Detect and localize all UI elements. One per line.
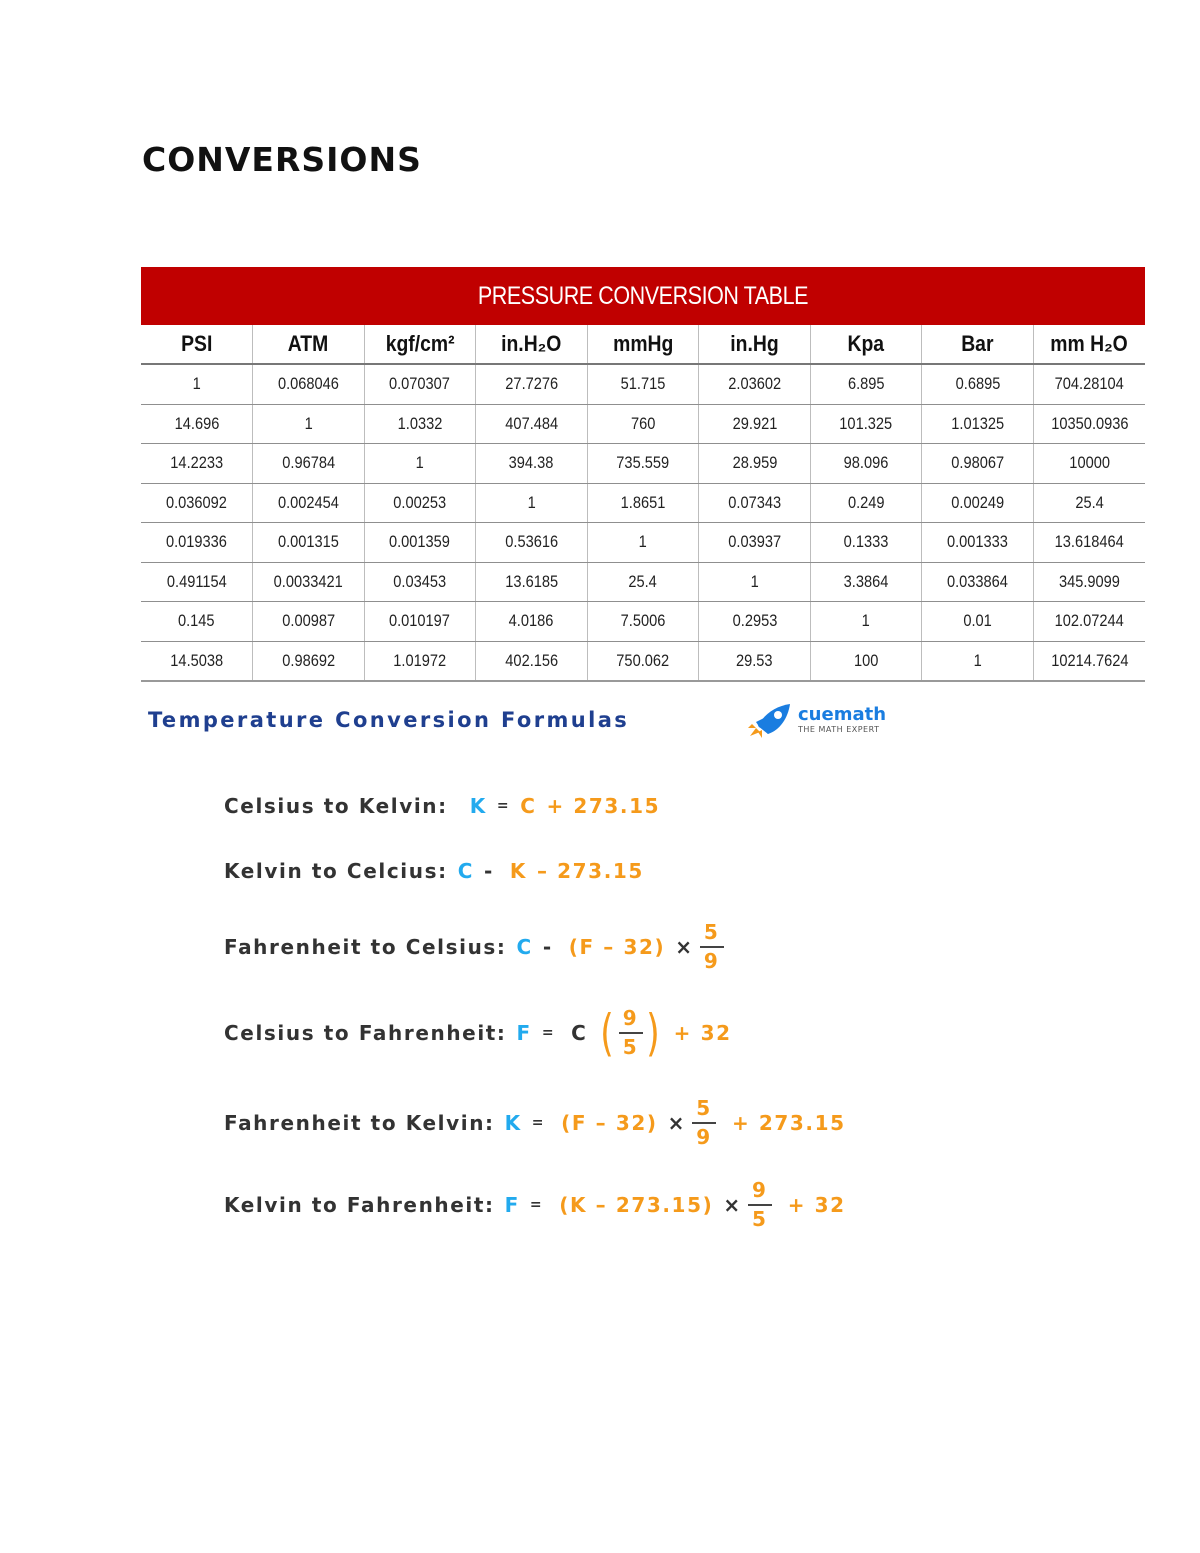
table-cell: 14.2233 [141, 444, 253, 484]
formula-lhs: C [516, 935, 533, 959]
table-row [141, 523, 1145, 563]
formula-equals: = [531, 1115, 546, 1131]
table-cell: 0.03937 [699, 523, 811, 563]
formula-expression: (F – 32) [561, 1111, 658, 1135]
formula-variable: C [571, 1021, 588, 1045]
table-title: PRESSURE CONVERSION TABLE [477, 281, 809, 310]
table-cell: 102.07244 [1033, 602, 1145, 642]
fraction-bar [692, 1122, 716, 1124]
table-cell: 407.484 [476, 404, 588, 444]
table-cell: 13.618464 [1033, 523, 1145, 563]
table-row [141, 641, 1145, 681]
pressure-table [141, 325, 1145, 682]
table-cell: 1.01325 [922, 404, 1034, 444]
col-header-kpa: Kpa [810, 325, 922, 364]
col-header-kgf-cm2: kgf/cm² [364, 325, 476, 364]
formula-times: × [675, 935, 694, 959]
table-cell: 402.156 [476, 641, 588, 681]
formula-label: Fahrenheit to Kelvin: [224, 1111, 495, 1135]
table-cell: 1 [699, 562, 811, 602]
formula-label: Celsius to Kelvin: [224, 794, 448, 818]
formula-expression: (K – 273.15) [559, 1193, 714, 1217]
fraction-numerator: 9 [622, 1006, 639, 1030]
table-cell: 1.8651 [587, 483, 699, 523]
table-cell: 0.001333 [922, 523, 1034, 563]
table-cell: 1 [810, 602, 922, 642]
formula-rest: + 273.15 [546, 794, 661, 818]
table-cell: 0.6895 [922, 364, 1034, 404]
fraction-bar [619, 1032, 643, 1034]
rocket-icon [748, 702, 792, 738]
table-body [141, 364, 1145, 681]
table-cell: 25.4 [1033, 483, 1145, 523]
formula-lhs: F [516, 1021, 532, 1045]
table-cell: 25.4 [587, 562, 699, 602]
formula-fahrenheit-to-celsius [224, 922, 730, 972]
formula-expression: (F – 32) [568, 935, 666, 959]
left-paren: ( [600, 1004, 616, 1062]
fraction [748, 1180, 772, 1230]
table-cell: 0.001359 [364, 523, 476, 563]
formula-label: Kelvin to Celcius: [224, 859, 448, 883]
table-cell: 1 [922, 641, 1034, 681]
table-cell: 29.53 [699, 641, 811, 681]
table-cell: 51.715 [587, 364, 699, 404]
formula-lhs: C [457, 859, 474, 883]
table-cell: 750.062 [587, 641, 699, 681]
table-cell: 0.249 [810, 483, 922, 523]
table-cell: 0.002454 [253, 483, 365, 523]
table-cell: 0.98692 [253, 641, 365, 681]
right-paren: ) [645, 1004, 661, 1062]
table-cell: 1 [587, 523, 699, 563]
col-header-in-h2o: in.H₂O [476, 325, 588, 364]
table-cell: 100 [810, 641, 922, 681]
formula-label: Fahrenheit to Celsius: [224, 935, 507, 959]
temperature-section-title: Temperature Conversion Formulas [148, 708, 630, 732]
table-row [141, 364, 1145, 404]
fraction [692, 1098, 716, 1148]
table-cell: 2.03602 [699, 364, 811, 404]
table-header-row [141, 325, 1145, 364]
fraction-bar [700, 946, 724, 948]
col-header-bar: Bar [922, 325, 1034, 364]
table-cell: 10350.0936 [1033, 404, 1145, 444]
col-header-mm-h2o: mm H₂O [1033, 325, 1145, 364]
fraction-bar [748, 1204, 772, 1206]
table-row [141, 483, 1145, 523]
fraction-denominator: 9 [703, 949, 720, 973]
table-cell: 0.53616 [476, 523, 588, 563]
table-cell: 1.01972 [364, 641, 476, 681]
formula-celsius-to-kelvin [224, 794, 660, 818]
table-cell: 0.1333 [810, 523, 922, 563]
table-cell: 0.03453 [364, 562, 476, 602]
logo-tagline: THE MATH EXPERT [798, 725, 880, 734]
table-cell: 0.0033421 [253, 562, 365, 602]
fraction-denominator: 5 [751, 1207, 768, 1231]
fraction-numerator: 9 [751, 1178, 768, 1202]
table-cell: 1 [364, 444, 476, 484]
col-header-mmhg: mmHg [587, 325, 699, 364]
formula-variable: C [520, 794, 537, 818]
table-cell: 0.001315 [253, 523, 365, 563]
table-cell: 10214.7624 [1033, 641, 1145, 681]
table-row [141, 444, 1145, 484]
formula-equals: - [542, 935, 553, 959]
fraction [619, 1008, 643, 1058]
col-header-psi: PSI [141, 325, 253, 364]
table-cell: 6.895 [810, 364, 922, 404]
formula-kelvin-to-fahrenheit [224, 1180, 846, 1230]
formula-celsius-to-fahrenheit [224, 1004, 732, 1062]
formula-fahrenheit-to-kelvin [224, 1098, 846, 1148]
fraction-numerator: 5 [703, 920, 720, 944]
col-header-atm: ATM [253, 325, 365, 364]
table-cell: 0.00987 [253, 602, 365, 642]
table-cell: 0.033864 [922, 562, 1034, 602]
table-cell: 101.325 [810, 404, 922, 444]
table-cell: 0.036092 [141, 483, 253, 523]
formula-times: × [667, 1111, 686, 1135]
table-cell: 345.9099 [1033, 562, 1145, 602]
formula-label: Kelvin to Fahrenheit: [224, 1193, 495, 1217]
col-header-in-hg: in.Hg [699, 325, 811, 364]
table-cell: 0.96784 [253, 444, 365, 484]
logo-name: cuemath [798, 704, 887, 725]
table-cell: 704.28104 [1033, 364, 1145, 404]
table-cell: 7.5006 [587, 602, 699, 642]
cuemath-logo [748, 702, 886, 738]
table-cell: 10000 [1033, 444, 1145, 484]
table-cell: 4.0186 [476, 602, 588, 642]
fraction [700, 922, 724, 972]
table-cell: 0.01 [922, 602, 1034, 642]
fraction-denominator: 9 [696, 1125, 712, 1149]
formula-equals: = [496, 798, 511, 814]
table-cell: 0.145 [141, 602, 253, 642]
formula-rest: – 273.15 [536, 859, 644, 883]
table-row [141, 562, 1145, 602]
table-cell: 0.98067 [922, 444, 1034, 484]
table-cell: 0.019336 [141, 523, 253, 563]
table-cell: 14.696 [141, 404, 253, 444]
formula-times: × [723, 1193, 742, 1217]
table-cell: 735.559 [587, 444, 699, 484]
formula-rest: + 32 [787, 1193, 846, 1217]
table-cell: 1.0332 [364, 404, 476, 444]
table-cell: 3.3864 [810, 562, 922, 602]
formula-equals: - [483, 859, 494, 883]
formula-label: Celsius to Fahrenheit: [224, 1021, 507, 1045]
table-cell: 1 [253, 404, 365, 444]
table-cell: 760 [587, 404, 699, 444]
table-cell: 0.070307 [364, 364, 476, 404]
page-title: CONVERSIONS [142, 140, 422, 179]
table-cell: 0.010197 [364, 602, 476, 642]
table-banner [141, 267, 1145, 325]
table-cell: 0.00249 [922, 483, 1034, 523]
formula-variable: K [509, 859, 527, 883]
formula-equals: = [541, 1025, 556, 1041]
table-cell: 0.07343 [699, 483, 811, 523]
table-cell: 14.5038 [141, 641, 253, 681]
table-row [141, 404, 1145, 444]
table-cell: 0.2953 [699, 602, 811, 642]
pressure-conversion-table [141, 267, 1145, 682]
table-cell: 0.00253 [364, 483, 476, 523]
table-cell: 27.7276 [476, 364, 588, 404]
table-cell: 29.921 [699, 404, 811, 444]
table-cell: 13.6185 [476, 562, 588, 602]
formula-rest: + 32 [673, 1021, 732, 1045]
formula-rest: + 273.15 [731, 1111, 846, 1135]
table-cell: 0.491154 [141, 562, 253, 602]
formula-equals: = [529, 1197, 544, 1213]
formula-kelvin-to-celsius [224, 859, 644, 883]
formula-lhs: K [504, 1111, 522, 1135]
table-cell: 28.959 [699, 444, 811, 484]
table-row [141, 602, 1145, 642]
fraction-numerator: 5 [696, 1096, 712, 1120]
formula-lhs: F [504, 1193, 520, 1217]
table-cell: 1 [476, 483, 588, 523]
table-cell: 394.38 [476, 444, 588, 484]
fraction-denominator: 5 [622, 1035, 639, 1059]
table-cell: 98.096 [810, 444, 922, 484]
table-cell: 1 [141, 364, 253, 404]
formula-lhs: K [469, 794, 487, 818]
table-cell: 0.068046 [253, 364, 365, 404]
